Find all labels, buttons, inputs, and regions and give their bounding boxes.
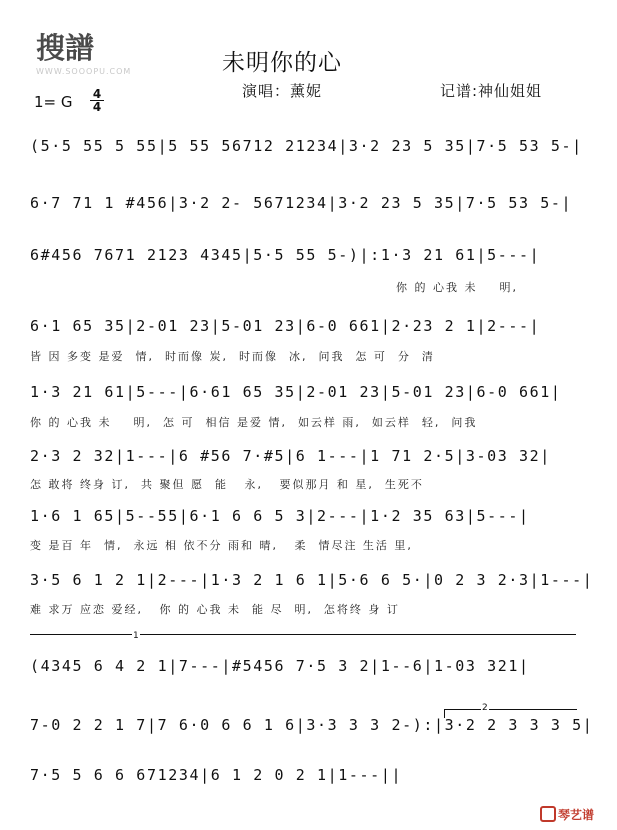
site-logo <box>36 26 166 82</box>
notation-line-4: 6·1 65 35|2-01 23|5-01 23|6-0 661|2·23 2 1|2---| <box>30 317 541 335</box>
notation-line-8: 3·5 6 1 2 1|2---|1·3 2 1 6 1|5·6 6 5·|0 2 3 2·3|1---| <box>30 571 594 589</box>
brand-icon <box>540 806 556 822</box>
notation-line-9: (4345 6 4 2 1|7---|#5456 7·5 3 2|1--6|1-03 321| <box>30 657 530 675</box>
lyric-line-7: 变 是百 年 情, 永远 相 依不分 雨和 晴, 柔 情尽注 生活 里, <box>30 539 413 552</box>
logo-site-url: WWW.SOOOPU.COM <box>36 67 132 76</box>
notation-line-3: 6#456 7671 2123 4345|5·5 55 5-)|:1·3 21 61|5---| <box>30 246 541 264</box>
lyric-line-6: 怎 敢将 终身 订, 共 聚但 愿 能 永, 要似那月 和 星, 生死不 <box>30 478 424 491</box>
volta-bracket-1 <box>30 634 576 645</box>
notation-line-6: 2·3 2 32|1---|6 #56 7·#5|6 1---|1 71 2·5|3-03 32| <box>30 447 551 465</box>
singer-credit: 演唱：薰妮 <box>242 82 323 100</box>
song-title: 未明你的心 <box>222 50 342 76</box>
lyric-line-4: 皆 因 多变 是爱 情, 时而像 炭, 时而像 冰, 问我 怎 可 分 清 <box>30 350 435 363</box>
time-signature <box>90 88 104 113</box>
notation-line-2: 6·7 71 1 #456|3·2 2- 5671234|3·2 23 5 35|7·5 53 5-| <box>30 194 573 212</box>
key-signature: 1= G <box>34 93 73 111</box>
volta-number-1: 1 <box>133 631 139 641</box>
time-signature-top: 4 <box>92 87 102 101</box>
brand-text: 琴艺谱 <box>558 808 595 822</box>
notation-line-5: 1·3 21 61|5---|6·61 65 35|2-01 23|5-01 23|6-0 661| <box>30 383 562 401</box>
logo-text: 搜譜 <box>36 31 95 65</box>
time-signature-bottom: 4 <box>92 100 102 114</box>
lyric-line-8: 难 求万 应恋 爱经, 你 的 心我 未 能 尽 明, 怎将终 身 订 <box>30 603 400 616</box>
transcriber-credit: 记谱:神仙姐姐 <box>440 82 543 100</box>
lyric-line-3: 你 的 心我 未 明, <box>396 281 518 294</box>
lyric-line-5: 你 的 心我 未 明, 怎 可 相信 是爱 情, 如云样 雨, 如云样 轻, 问我 <box>30 416 478 429</box>
notation-line-1: (5·5 55 5 55|5 55 56712 21234|3·2 23 5 35|7·5 53 5-| <box>30 137 583 155</box>
brand-watermark <box>540 806 594 823</box>
volta-number-2: 2 <box>482 703 488 713</box>
notation-line-7: 1·6 1 65|5--55|6·1 6 6 5 3|2---|1·2 35 63|5---| <box>30 507 530 525</box>
notation-line-11: 7·5 5 6 6 671234|6 1 2 0 2 1|1---|| <box>30 766 403 784</box>
notation-line-10: 7-0 2 2 1 7|7 6·0 6 6 1 6|3·3 3 3 2-):|3·2 2 3 3 3 5| <box>30 716 594 734</box>
